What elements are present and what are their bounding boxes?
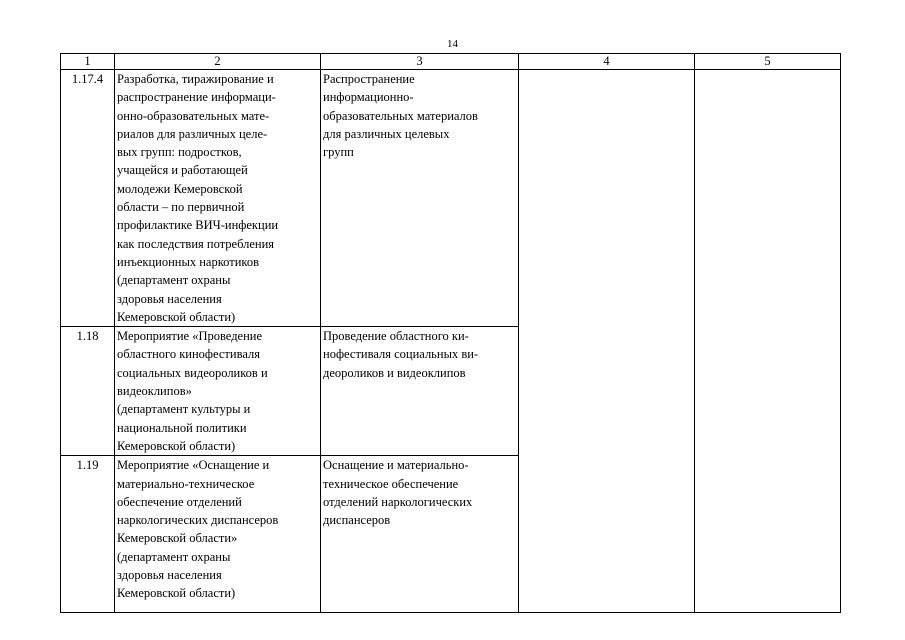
column-header-4: 4	[519, 54, 695, 70]
expected-result: Оснащение и материально- техническое обеспечение отделений наркологических диспансеров	[321, 456, 519, 613]
column-header-1: 1	[61, 54, 115, 70]
column-4-cell	[519, 70, 695, 613]
document-table	[60, 53, 841, 613]
table-row	[61, 70, 841, 327]
page-number: 14	[447, 38, 458, 50]
column-5-cell	[695, 70, 841, 613]
activity-description: Разработка, тиражирование и распространение информаци- онно-образовательных мате- риалов для различных целе- вых групп: подростков, учащейся и работающей молодежи Кемеровской области – по первичной профилактике ВИЧ-инфекции как последствия потребления инъекционных наркотиков (департамент охраны здоровья населения Кемеровской области)	[115, 70, 321, 327]
column-header-3: 3	[321, 54, 519, 70]
table-header-row	[61, 54, 841, 70]
row-number: 1.19	[61, 456, 115, 613]
expected-result: Проведение областного ки- нофестиваля социальных ви- деороликов и видеоклипов	[321, 327, 519, 456]
column-header-2: 2	[115, 54, 321, 70]
expected-result: Распространение информационно- образовательных материалов для различных целевых групп	[321, 70, 519, 327]
column-header-5: 5	[695, 54, 841, 70]
row-number: 1.18	[61, 327, 115, 456]
activity-description: Мероприятие «Проведение областного кинофестиваля социальных видеороликов и видеоклипов» (департамент культуры и национальной политики Кемеровской области)	[115, 327, 321, 456]
row-number: 1.17.4	[61, 70, 115, 327]
activity-description: Мероприятие «Оснащение и материально-техническое обеспечение отделений наркологических диспансеров Кемеровской области» (департамент охраны здоровья населения Кемеровской области)	[115, 456, 321, 613]
